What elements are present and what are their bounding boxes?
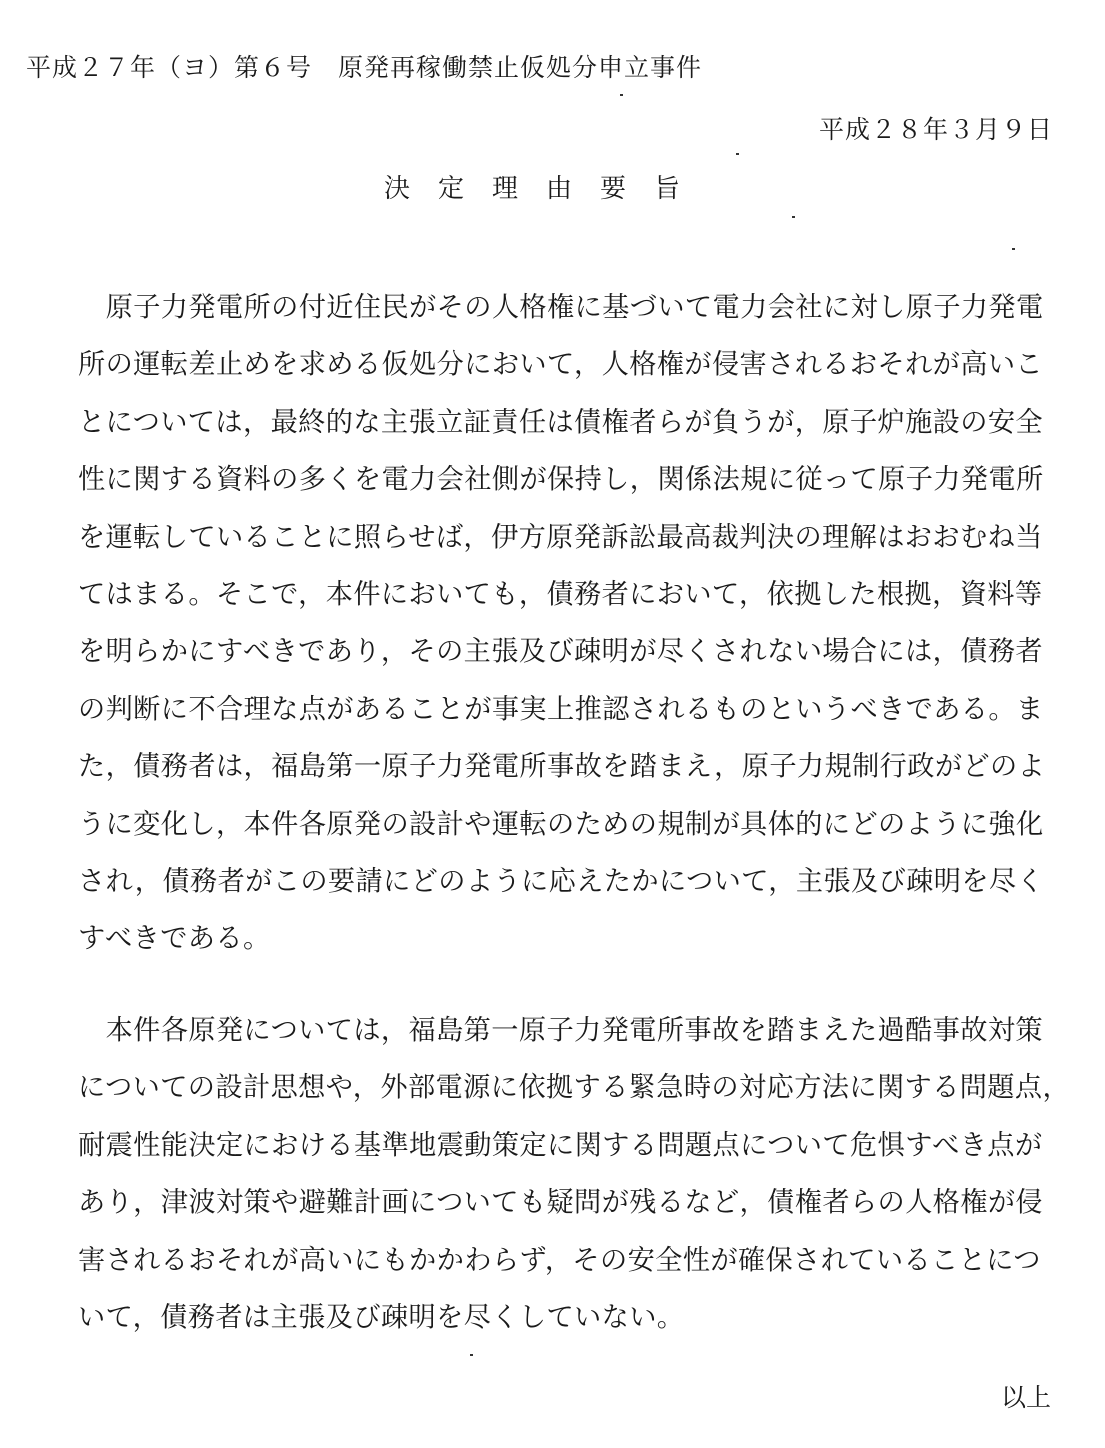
paragraph-line: を明らかにすべきであり，その主張及び疎明が尽くされない場合には，債務者 bbox=[78, 636, 1044, 668]
paragraph-line: 耐震性能決定における基準地震動策定に関する問題点について危惧すべき点が bbox=[78, 1129, 1043, 1161]
closing-mark: 以上 bbox=[1000, 1383, 1051, 1412]
scan-speck bbox=[792, 216, 795, 218]
paragraph-line: を運転していることに照らせば，伊方原発訴訟最高裁判決の理解はおおむね当 bbox=[78, 521, 1043, 553]
paragraph-line: についての設計思想や，外部電源に依拠する緊急時の対応方法に関する問題点， bbox=[78, 1072, 1071, 1104]
paragraph-line: すべきである。 bbox=[78, 923, 271, 955]
scan-speck bbox=[736, 153, 739, 155]
scan-speck bbox=[620, 94, 623, 96]
case-number: 平成２７年（ヨ）第６号 原発再稼働禁止仮処分申立事件 bbox=[26, 53, 703, 82]
body-paragraph-1 bbox=[78, 279, 1058, 968]
paragraph-line: 所の運転差止めを求める仮処分において，人格権が侵害されるおそれが高いこ bbox=[78, 349, 1044, 381]
paragraph-line: 性に関する資料の多くを電力会社側が保持し，関係法規に従って原子力発電所 bbox=[78, 464, 1044, 496]
paragraph-line: 害されるおそれが高いにもかかわらず，その安全性が確保されていることにつ bbox=[78, 1244, 1041, 1276]
paragraph-line: いて，債務者は主張及び疎明を尽くしていない。 bbox=[78, 1301, 685, 1333]
document-title: 決定理由要旨 bbox=[384, 174, 709, 204]
paragraph-line: 本件各原発については，福島第一原子力発電所事故を踏まえた過酷事故対策 bbox=[78, 1015, 1044, 1046]
scan-speck bbox=[470, 1354, 473, 1356]
paragraph-line: され，債務者がこの要請にどのように応えたかについて，主張及び疎明を尽く bbox=[78, 865, 1045, 897]
paragraph-line: うに変化し，本件各原発の設計や運転のための規制が具体的にどのように強化 bbox=[78, 808, 1044, 840]
decision-date: 平成２８年３月９日 bbox=[818, 115, 1053, 144]
paragraph-line: の判断に不合理な点があることが事実上推認されるものというべきである。ま bbox=[78, 693, 1044, 725]
body-paragraph-2 bbox=[78, 1002, 1071, 1346]
paragraph-line: てはまる。そこで，本件においても，債務者において，依拠した根拠，資料等 bbox=[78, 578, 1043, 610]
paragraph-line: 原子力発電所の付近住民がその人格権に基づいて電力会社に対し原子力発電 bbox=[78, 292, 1044, 323]
scan-speck bbox=[1012, 248, 1015, 250]
paragraph-line: とについては，最終的な主張立証責任は債権者らが負うが，原子炉施設の安全 bbox=[78, 406, 1044, 438]
paragraph-line: た，債務者は，福島第一原子力発電所事故を踏まえ，原子力規制行政がどのよ bbox=[78, 751, 1046, 783]
paragraph-line: あり，津波対策や避難計画についても疑問が残るなど，債権者らの人格権が侵 bbox=[78, 1187, 1044, 1219]
